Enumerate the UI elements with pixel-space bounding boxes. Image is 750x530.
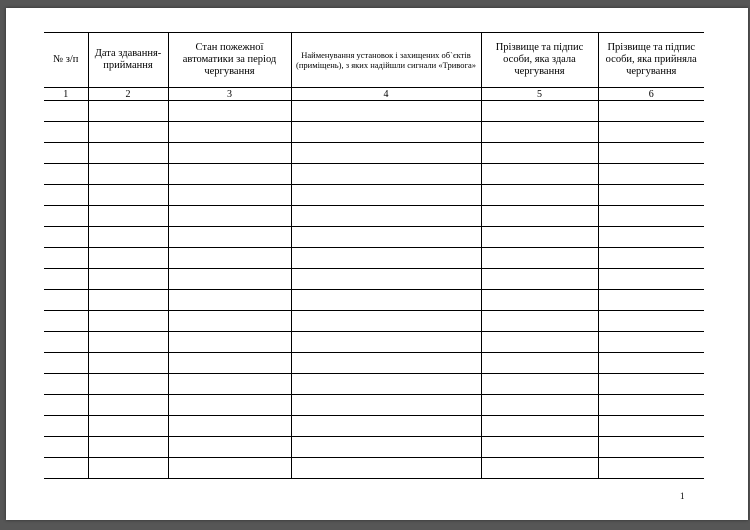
duty-journal-table	[44, 32, 704, 479]
table-cell	[291, 269, 481, 290]
table-cell	[88, 395, 168, 416]
table-cell	[44, 227, 88, 248]
table-cell	[168, 101, 291, 122]
table-header-row	[44, 33, 704, 88]
table-row	[44, 248, 704, 269]
table-cell	[598, 101, 704, 122]
table-cell	[88, 164, 168, 185]
header-handed-over-by: Прізвище та підпис особи, яка здала чергування	[481, 33, 598, 88]
table-cell	[88, 458, 168, 479]
table-cell	[88, 185, 168, 206]
table-cell	[44, 101, 88, 122]
table-cell	[44, 458, 88, 479]
table-row	[44, 332, 704, 353]
header-automation-state: Стан пожежної автоматики за період чергування	[168, 33, 291, 88]
column-number: 1	[44, 88, 88, 101]
table-cell	[481, 269, 598, 290]
table-cell	[88, 353, 168, 374]
table-cell	[481, 332, 598, 353]
table-cell	[168, 185, 291, 206]
table-row	[44, 185, 704, 206]
header-number: № з/п	[44, 33, 88, 88]
table-cell	[44, 416, 88, 437]
table-row	[44, 374, 704, 395]
table-cell	[481, 227, 598, 248]
table-cell	[168, 122, 291, 143]
header-installations: Найменування установок і захищених об`єктів (приміщень), з яких надійшли сигнали «Тривога»	[291, 33, 481, 88]
table-cell	[291, 248, 481, 269]
table-cell	[168, 143, 291, 164]
table-cell	[598, 206, 704, 227]
table-cell	[481, 374, 598, 395]
table-row	[44, 143, 704, 164]
table-row	[44, 395, 704, 416]
table-cell	[291, 395, 481, 416]
table-row	[44, 122, 704, 143]
table-cell	[88, 416, 168, 437]
table-row	[44, 437, 704, 458]
table-row	[44, 458, 704, 479]
table-cell	[168, 332, 291, 353]
table-cell	[481, 164, 598, 185]
table-cell	[598, 311, 704, 332]
table-cell	[291, 101, 481, 122]
table-cell	[598, 269, 704, 290]
table-cell	[481, 143, 598, 164]
table-cell	[598, 248, 704, 269]
table-cell	[168, 164, 291, 185]
table-cell	[168, 437, 291, 458]
table-cell	[291, 458, 481, 479]
table-cell	[481, 353, 598, 374]
table-cell	[598, 437, 704, 458]
table-cell	[291, 227, 481, 248]
table-cell	[88, 374, 168, 395]
table-cell	[481, 290, 598, 311]
table-cell	[168, 458, 291, 479]
table-cell	[44, 353, 88, 374]
table-cell	[44, 164, 88, 185]
table-cell	[481, 101, 598, 122]
table-cell	[291, 185, 481, 206]
table-row	[44, 311, 704, 332]
table-row	[44, 269, 704, 290]
table-cell	[598, 227, 704, 248]
table-cell	[291, 164, 481, 185]
table-cell	[598, 374, 704, 395]
table-cell	[168, 269, 291, 290]
table-cell	[291, 122, 481, 143]
header-date: Дата здавання-приймання	[88, 33, 168, 88]
table-cell	[44, 143, 88, 164]
table-cell	[88, 227, 168, 248]
table-cell	[481, 122, 598, 143]
table-cell	[291, 332, 481, 353]
table-cell	[481, 185, 598, 206]
table-cell	[598, 185, 704, 206]
table-cell	[481, 395, 598, 416]
table-cell	[168, 416, 291, 437]
table-cell	[598, 416, 704, 437]
column-number-row	[44, 88, 704, 101]
table-cell	[88, 122, 168, 143]
column-number: 6	[598, 88, 704, 101]
table-cell	[291, 437, 481, 458]
table-cell	[481, 416, 598, 437]
table-cell	[598, 164, 704, 185]
table-cell	[168, 374, 291, 395]
table-cell	[291, 416, 481, 437]
table-cell	[481, 458, 598, 479]
table-cell	[481, 311, 598, 332]
table-cell	[598, 353, 704, 374]
table-cell	[168, 311, 291, 332]
table-cell	[168, 227, 291, 248]
table-cell	[291, 143, 481, 164]
table-cell	[44, 206, 88, 227]
document-page	[6, 8, 748, 520]
table-row	[44, 290, 704, 311]
table-cell	[44, 122, 88, 143]
table-cell	[88, 332, 168, 353]
table-cell	[44, 332, 88, 353]
table-cell	[88, 143, 168, 164]
page-number: 1	[680, 491, 685, 501]
table-cell	[168, 248, 291, 269]
table-body	[44, 101, 704, 479]
table-cell	[168, 353, 291, 374]
table-cell	[44, 269, 88, 290]
column-number: 3	[168, 88, 291, 101]
table-cell	[168, 395, 291, 416]
table-cell	[168, 290, 291, 311]
table-cell	[88, 437, 168, 458]
table-row	[44, 101, 704, 122]
table-row	[44, 164, 704, 185]
table-cell	[598, 332, 704, 353]
table-cell	[598, 395, 704, 416]
table-cell	[44, 395, 88, 416]
table-cell	[481, 248, 598, 269]
table-cell	[44, 185, 88, 206]
column-number: 2	[88, 88, 168, 101]
table-row	[44, 206, 704, 227]
table-cell	[598, 290, 704, 311]
table-cell	[88, 290, 168, 311]
table-cell	[598, 458, 704, 479]
table-cell	[291, 311, 481, 332]
table-cell	[44, 311, 88, 332]
table-cell	[88, 248, 168, 269]
table-cell	[598, 122, 704, 143]
table-cell	[291, 353, 481, 374]
table-cell	[481, 437, 598, 458]
table-cell	[44, 290, 88, 311]
table-cell	[88, 101, 168, 122]
table-cell	[291, 206, 481, 227]
table-cell	[291, 290, 481, 311]
table-cell	[88, 269, 168, 290]
table-row	[44, 416, 704, 437]
header-accepted-by: Прізвище та підпис особи, яка прийняла чергування	[598, 33, 704, 88]
table-cell	[44, 374, 88, 395]
table-row	[44, 227, 704, 248]
table-cell	[88, 206, 168, 227]
column-number: 5	[481, 88, 598, 101]
column-number: 4	[291, 88, 481, 101]
table-cell	[291, 374, 481, 395]
table-cell	[44, 248, 88, 269]
table-cell	[44, 437, 88, 458]
table-cell	[481, 206, 598, 227]
table-cell	[598, 143, 704, 164]
table-cell	[168, 206, 291, 227]
table-cell	[88, 311, 168, 332]
table-row	[44, 353, 704, 374]
